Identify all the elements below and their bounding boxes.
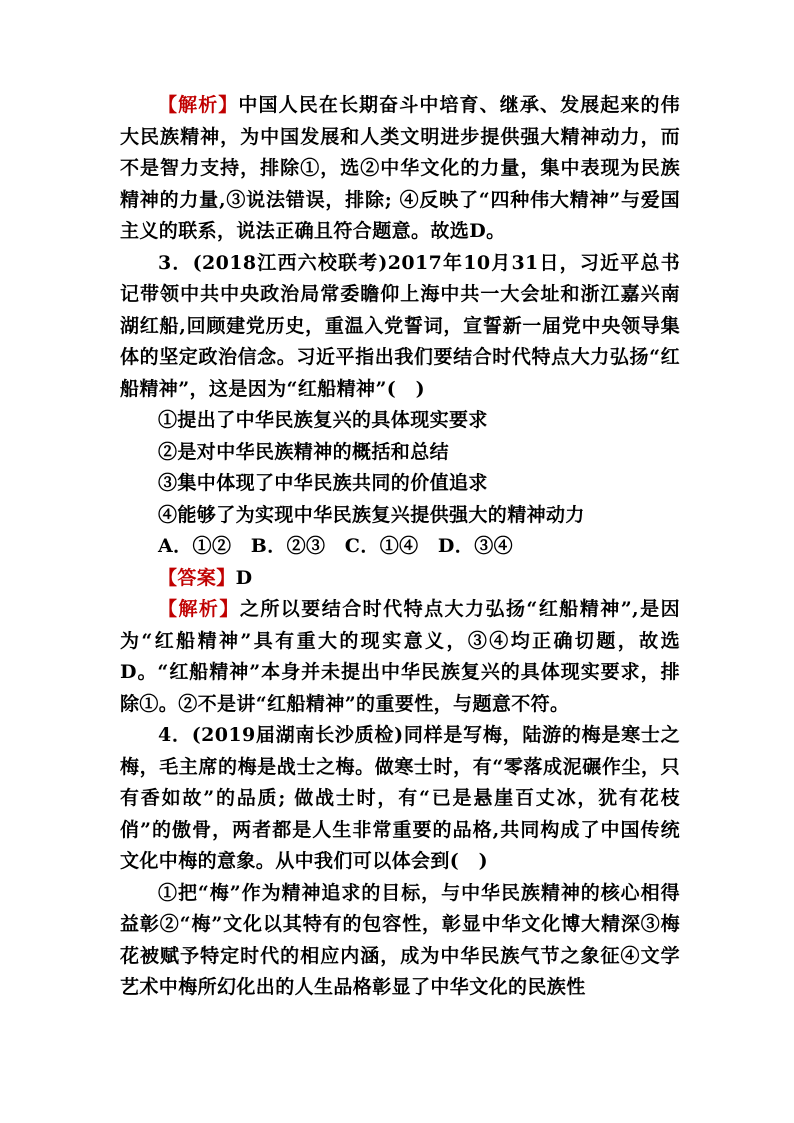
q2-analysis-paragraph: [120, 90, 680, 248]
q4-options: ①把“梅”作为精神追求的目标，与中华民族精神的核心相得益彰②“梅”文化以其特有的包容性，彰显中华文化博大精深③梅花被赋予特定时代的相应内涵，成为中华民族气节之象征④文学艺术中梅所幻化出的人生品格彰显了中华文化的民族性: [120, 881, 680, 998]
q3-stem: 3．(2018江西六校联考)2017年10月31日，习近平总书记带领中共中央政治局常委瞻仰上海中共一大会址和浙江嘉兴南湖红船,回顾建党历史，重温入党誓词，宣誓新一届党中央领导集体的坚定政治信念。习近平指出我们要结合时代特点大力弘扬“红船精神”，这是因为“红船精神”( ): [120, 251, 680, 400]
q3-option-4: ④能够了为实现中华民族复兴提供强大的精神动力: [158, 503, 585, 526]
q3-option-1: ①提出了中华民族复兴的具体现实要求: [158, 409, 488, 431]
q4-stem: 4．(2019届湖南长沙质检)同样是写梅，陆游的梅是寒士之梅，毛主席的梅是战士之梅。做寒士时，有“零落成泥碾作尘，只有香如故”的品质; 做战士时，有“已是悬崖百丈冰，犹有花枝俏”的傲骨，两者都是人生非常重要的品格,共同构成了中国传统文化中梅的意象。从中我们可以体会到( ): [120, 724, 680, 872]
q3-choices: A．①② B．②③ C．①④ D．③④: [158, 535, 514, 557]
q3-analysis-text: 之所以要结合时代特点大力弘扬“红船精神”,是因为“红船精神”具有重大的现实意义，③④均正确切题，故选D。“红船精神”本身并未提出中华民族复兴的具体现实要求，排除①。②不是讲“红船精神”的重要性，与题意不符。: [120, 598, 680, 715]
q3-option-3: ③集中体现了中华民族共同的价值追求: [158, 472, 488, 494]
q3-answer-line: [120, 563, 680, 595]
analysis-label: 【解析】: [158, 94, 239, 116]
q3-option-2: ②是对中华民族精神的概括和总结: [158, 440, 450, 463]
answer-label: 【答案】: [158, 566, 236, 589]
analysis-label: 【解析】: [158, 598, 240, 620]
q3-analysis-paragraph: [120, 594, 680, 720]
q3-answer: D: [235, 566, 253, 589]
document-page: [120, 90, 680, 1004]
q2-analysis-text: 中国人民在长期奋斗中培育、继承、发展起来的伟大民族精神，为中国发展和人类文明进步提供强大精神动力，而不是智力支持，排除①，选②中华文化的力量，集中表现为民族精神的力量,③说法错误，排除; ④反映了“四种伟大精神”与爱国主义的联系，说法正确且符合题意。故选D。: [120, 94, 680, 242]
